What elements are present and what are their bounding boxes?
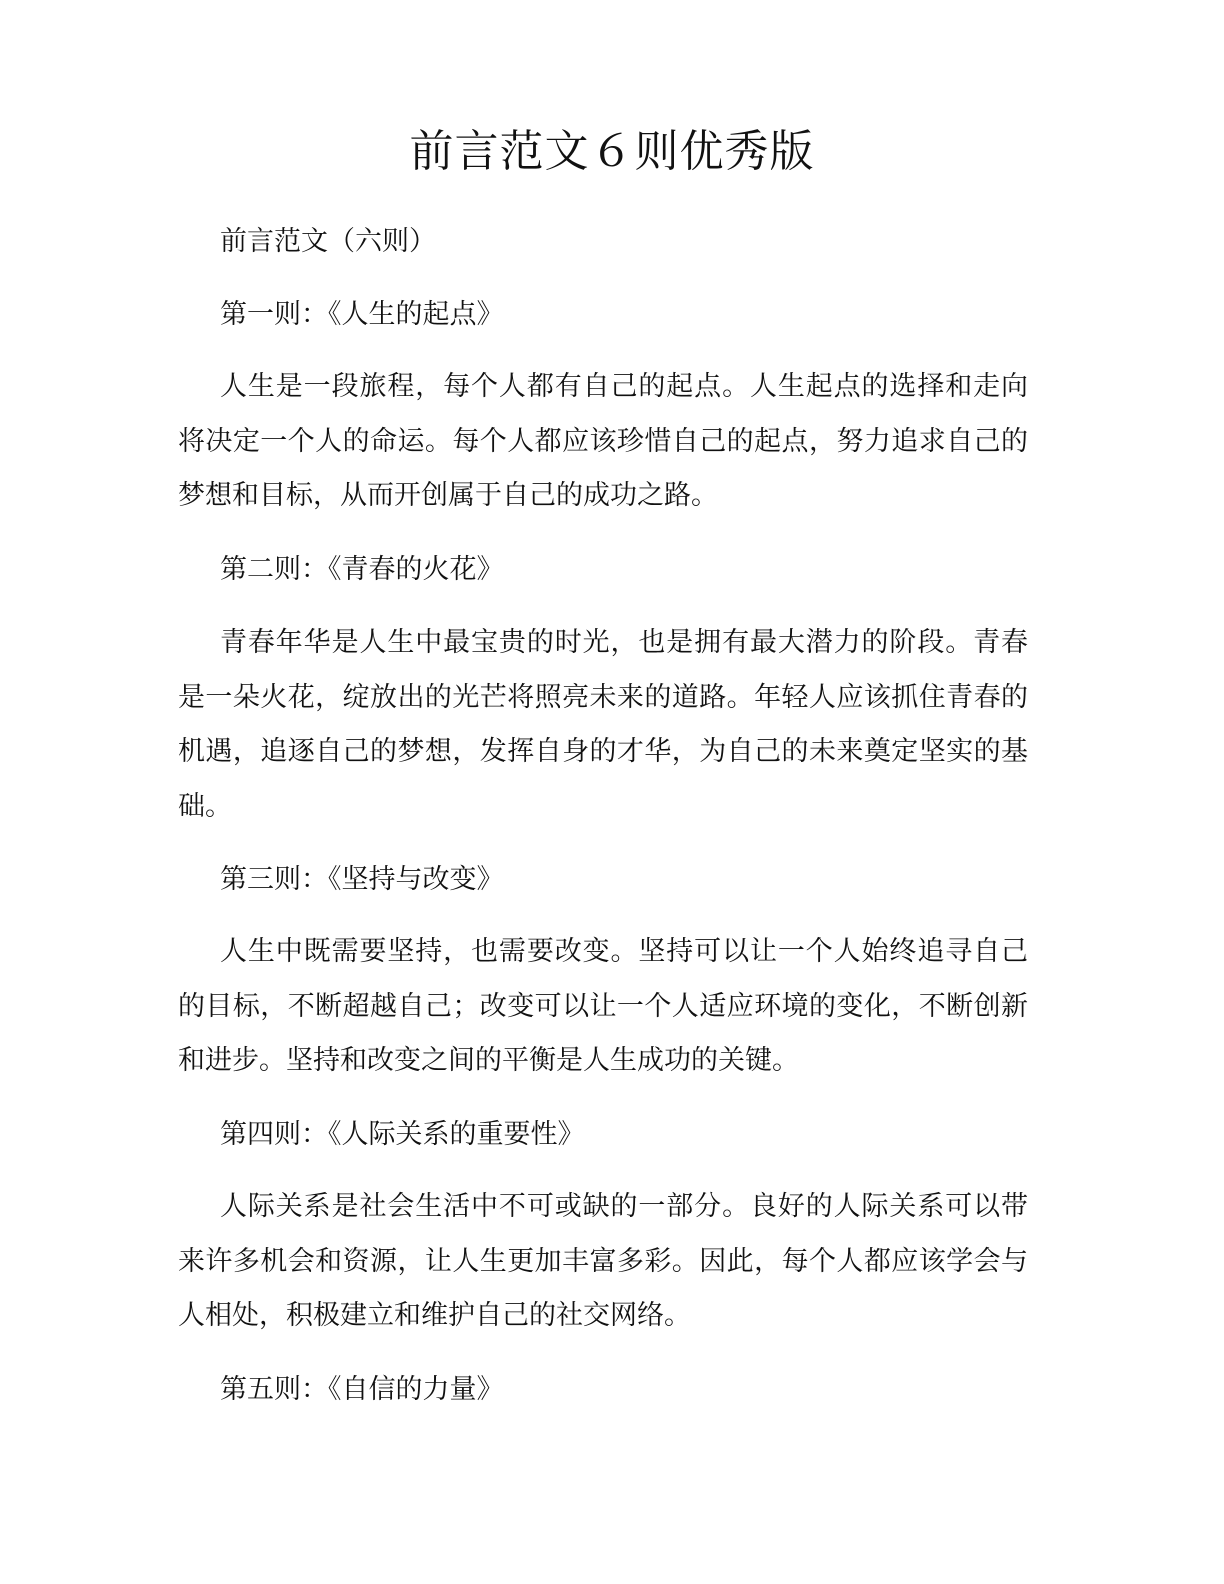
document-title: 前言范文６则优秀版 [409, 126, 815, 177]
section-body-2: 青春年华是人生中最宝贵的时光，也是拥有最大潜力的阶段。青春是一朵火花，绽放出的光芒将照亮未来的道路。年轻人应该抓住青春的机遇，追逐自己的梦想，发挥自身的才华，为自己的未来奠定坚实的基础。 [178, 627, 1028, 822]
section-body-4: 人际关系是社会生活中不可或缺的一部分。良好的人际关系可以带来许多机会和资源，让人生更加丰富多彩。因此，每个人都应该学会与人相处，积极建立和维护自己的社交网络。 [178, 1191, 1028, 1331]
section-body-3: 人生中既需要坚持，也需要改变。坚持可以让一个人始终追寻自己的目标，不断超越自己；改变可以让一个人适应环境的变化，不断创新和进步。坚持和改变之间的平衡是人生成功的关键。 [178, 936, 1028, 1076]
intro-line: 前言范文（六则） [220, 226, 436, 257]
section-heading-5: 第五则：《自信的力量》 [220, 1374, 504, 1405]
section-body-1: 人生是一段旅程，每个人都有自己的起点。人生起点的选择和走向将决定一个人的命运。每个人都应该珍惜自己的起点，努力追求自己的梦想和目标，从而开创属于自己的成功之路。 [178, 371, 1028, 511]
section-heading-1: 第一则：《人生的起点》 [220, 299, 504, 330]
section-heading-2: 第二则：《青春的火花》 [220, 554, 504, 585]
section-heading-3: 第三则：《坚持与改变》 [220, 864, 504, 895]
section-heading-4: 第四则：《人际关系的重要性》 [220, 1119, 585, 1150]
